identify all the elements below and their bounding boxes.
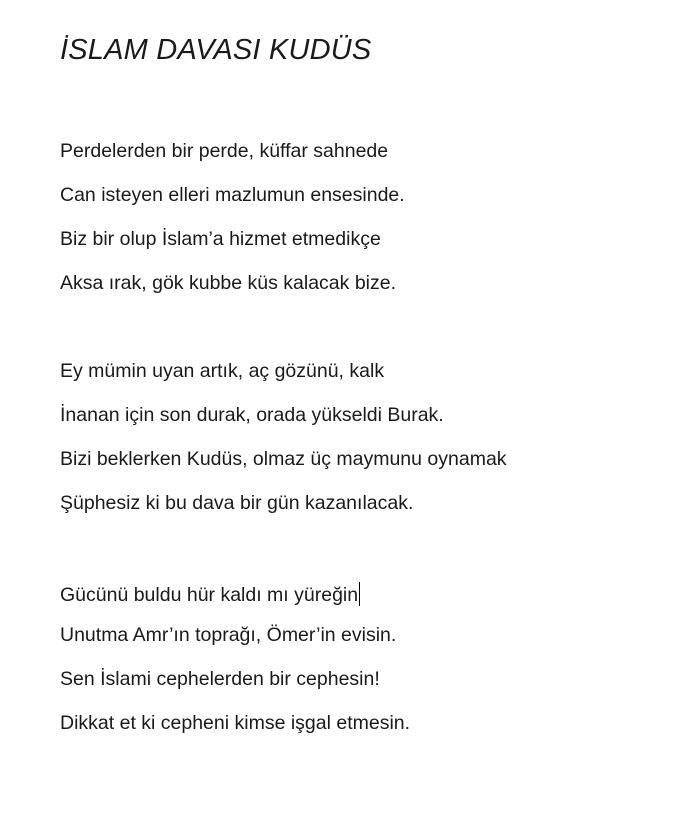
poem-line: Dikkat et ki cepheni kimse işgal etmesin. [60,712,411,734]
poem-line: Sen İslami cephelerden bir cephesin! [60,668,380,690]
poem-line: Perdelerden bir perde, küffar sahnede [60,140,389,162]
text-cursor [359,582,360,606]
poem-line: Can isteyen elleri mazlumun ensesinde. [60,184,405,206]
poem-line: Aksa ırak, gök kubbe küs kalacak bize. [60,272,397,294]
poem-line: Şüphesiz ki bu dava bir gün kazanılacak. [60,492,414,514]
poem-title: İSLAM DAVASI KUDÜS [60,34,372,66]
poem-line-with-cursor [60,582,360,606]
poem-line: Biz bir olup İslam’a hizmet etmedikçe [60,228,381,250]
poem-line: Bizi beklerken Kudüs, olmaz üç maymunu oynamak [60,448,507,470]
poem-line: Unutma Amr’ın toprağı, Ömer’in evisin. [60,624,397,646]
poem-line: Ey mümin uyan artık, aç gözünü, kalk [60,360,385,382]
poem-line: İnanan için son durak, orada yükseldi Burak. [60,404,444,426]
poem-line-text: Gücünü buldu hür kaldı mı yüreğin [60,584,359,606]
